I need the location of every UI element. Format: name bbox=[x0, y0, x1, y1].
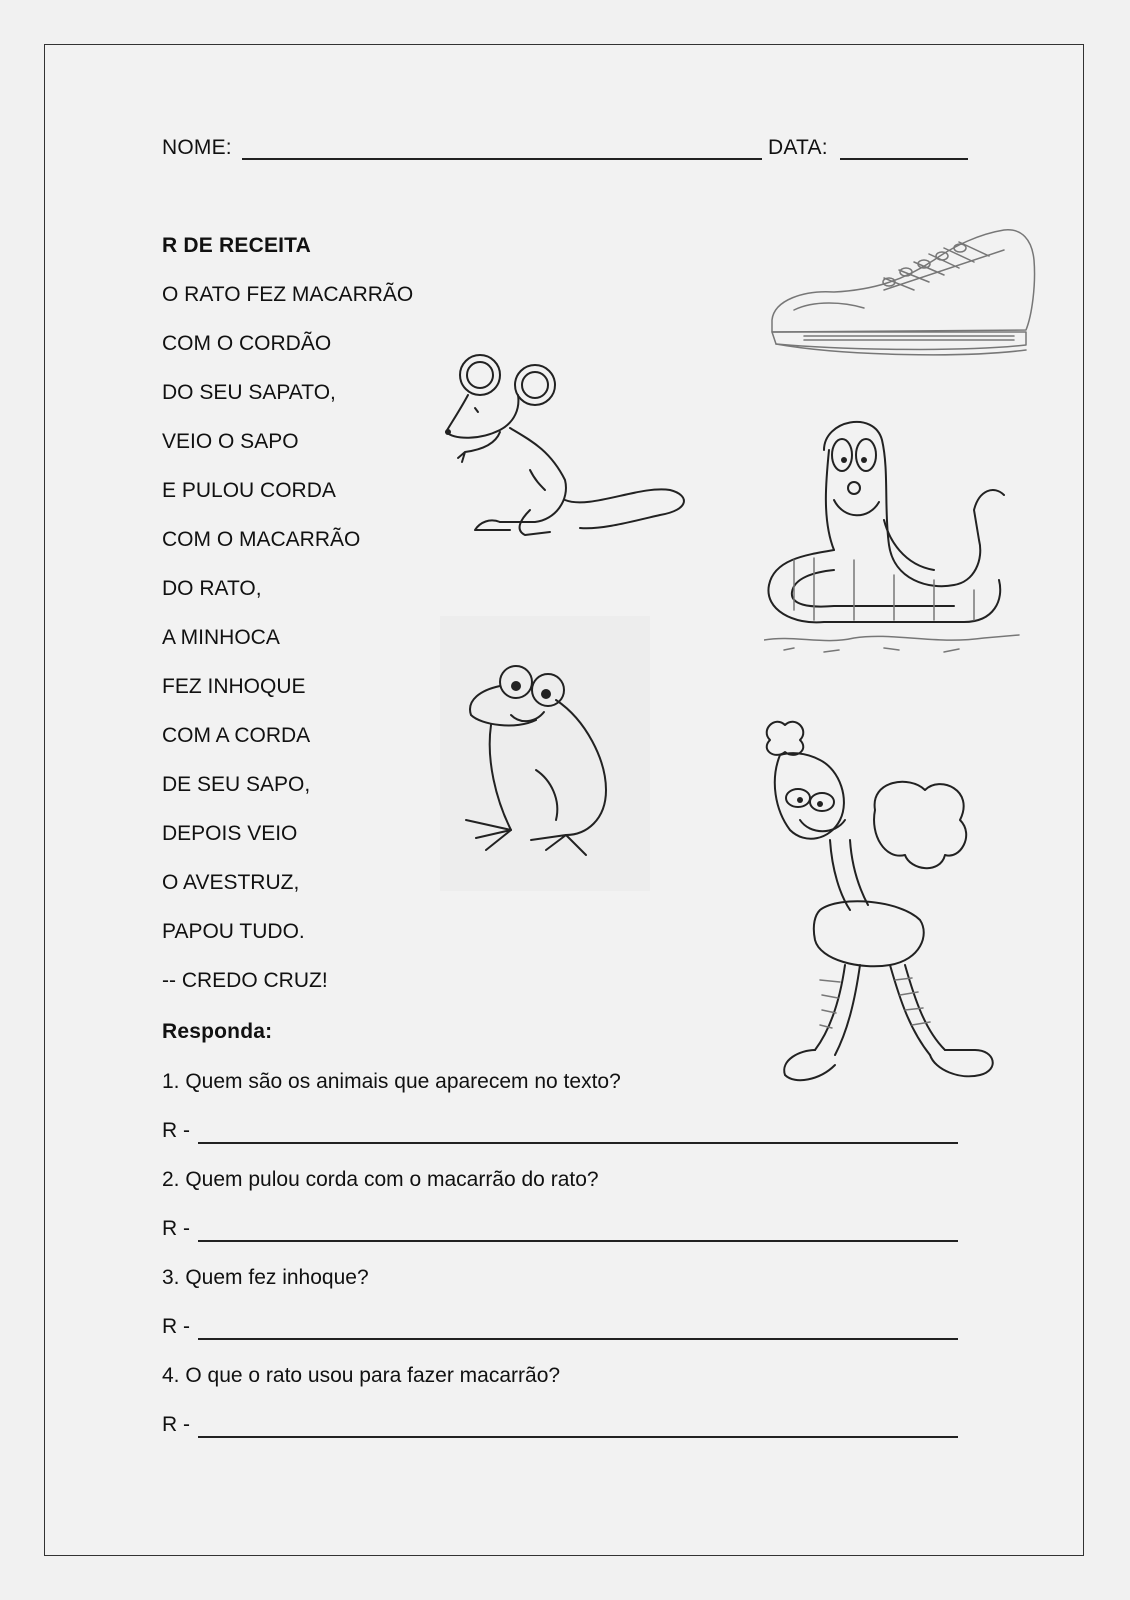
answer-line-1[interactable] bbox=[198, 1142, 958, 1144]
answer-line-2[interactable] bbox=[198, 1240, 958, 1242]
question-1: 1. Quem são os animais que aparecem no texto? bbox=[162, 1070, 621, 1093]
answer-prefix: R - bbox=[162, 1217, 190, 1240]
ostrich-illustration bbox=[760, 720, 1050, 1120]
poem-line: DEPOIS VEIO bbox=[162, 822, 298, 845]
poem-line: O RATO FEZ MACARRÃO bbox=[162, 283, 414, 306]
poem-line: DO SEU SAPATO, bbox=[162, 381, 336, 404]
poem-line: -- CREDO CRUZ! bbox=[162, 969, 328, 992]
poem-line: VEIO O SAPO bbox=[162, 430, 299, 453]
question-3: 3. Quem fez inhoque? bbox=[162, 1266, 369, 1289]
poem-line: COM A CORDA bbox=[162, 724, 311, 747]
answer-line-3[interactable] bbox=[198, 1338, 958, 1340]
date-input-line[interactable] bbox=[840, 158, 968, 160]
poem-line: DO RATO, bbox=[162, 577, 262, 600]
answer-prefix: R - bbox=[162, 1119, 190, 1142]
question-2: 2. Quem pulou corda com o macarrão do rato? bbox=[162, 1168, 599, 1191]
poem-line: COM O MACARRÃO bbox=[162, 528, 361, 551]
answer-prefix: R - bbox=[162, 1315, 190, 1338]
answer-line-4[interactable] bbox=[198, 1436, 958, 1438]
poem-line: FEZ INHOQUE bbox=[162, 675, 306, 698]
worm-illustration bbox=[764, 410, 1024, 665]
name-input-line[interactable] bbox=[242, 158, 762, 160]
exercise-heading: Responda: bbox=[162, 1020, 273, 1043]
answer-prefix: R - bbox=[162, 1413, 190, 1436]
sneaker-illustration bbox=[764, 220, 1044, 370]
poem-title: R DE RECEITA bbox=[162, 234, 312, 257]
poem-line: A MINHOCA bbox=[162, 626, 280, 649]
poem-line: E PULOU CORDA bbox=[162, 479, 336, 502]
name-label: NOME: bbox=[162, 136, 232, 159]
question-4: 4. O que o rato usou para fazer macarrão? bbox=[162, 1364, 561, 1387]
poem-line: O AVESTRUZ, bbox=[162, 871, 300, 894]
poem-line: COM O CORDÃO bbox=[162, 332, 332, 355]
poem-line: DE SEU SAPO, bbox=[162, 773, 311, 796]
date-label: DATA: bbox=[768, 136, 828, 159]
mouse-illustration bbox=[440, 350, 700, 550]
poem-line: PAPOU TUDO. bbox=[162, 920, 305, 943]
frog-illustration bbox=[456, 660, 636, 860]
